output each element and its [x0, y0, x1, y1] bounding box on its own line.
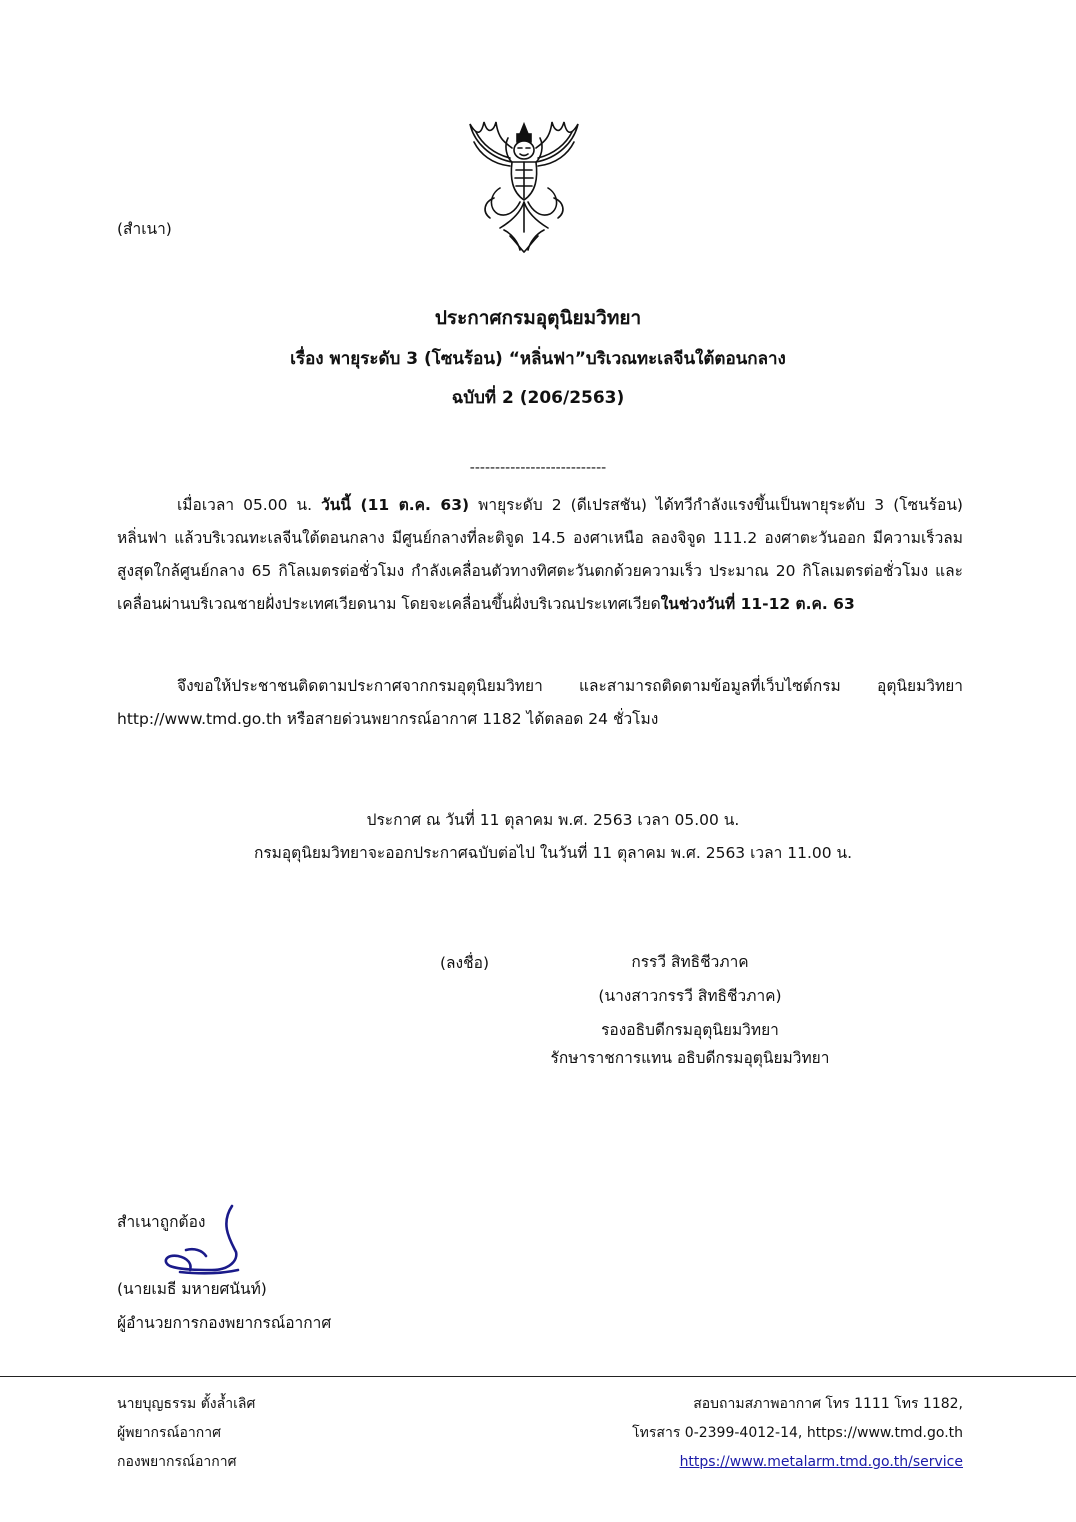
copy-tag: (สำเนา): [117, 220, 172, 238]
forecaster-division: กองพยากรณ์อากาศ: [117, 1454, 237, 1470]
footer-contact: [600, 1390, 963, 1477]
signer-block: [532, 945, 848, 1075]
next-announcement: กรมอุตุนิยมวิทยาจะออกประกาศฉบับต่อไป ในวันที่ 11 ตุลาคม พ.ศ. 2563 เวลา 11.00 น.: [253, 844, 853, 862]
advice-paragraph: [117, 670, 963, 736]
signer-full-name: (นางสาวกรรวี สิทธิชีวภาค): [598, 987, 782, 1005]
certifier-name: (นายเมธี มหายศนันท์): [117, 1280, 267, 1298]
paragraph-bold-period: ในช่วงวันที่ 11-12 ต.ค. 63: [660, 595, 855, 613]
paragraph-text: เมื่อเวลา 05.00 น.: [177, 496, 322, 514]
certifier-position: ผู้อำนวยการกองพยากรณ์อากาศ: [117, 1314, 332, 1332]
service-link[interactable]: https://www.metalarm.tmd.go.th/service: [679, 1454, 963, 1470]
footer-forecaster: [117, 1390, 255, 1477]
separator-line: ---------------------------: [469, 460, 607, 476]
storm-report-paragraph: [117, 489, 963, 621]
certified-copy-label: สำเนาถูกต้อง: [117, 1213, 206, 1231]
forecaster-name: นายบุญธรรม ตั้งล้ำเลิศ: [117, 1396, 256, 1412]
paragraph-text: พายุระดับ 2 (ดีเปรสชัน) ได้ทวีกำลังแรงขึ้นเป็นพายุระดับ 3 (โซนร้อน) หลิ่นฟา แล้วบริเวณทะเลจีนใต้ตอนกลาง มีศูนย์กลางที่ละติจูด 14.5 องศาเหนือ ลองจิจูด 111.2 องศาตะวันออก มีความเร็วลมสูงสุดใกล้ศูนย์กลาง 65 กิโลเมตรต่อชั่วโมง กำลังเคลื่อนตัวทางทิศตะวันตกด้วยความเร็ว ประมาณ 20 กิโลเมตรต่อชั่วโมง และเคลื่อนผ่านบริเวณชายฝั่งประเทศเวียดนาม โดยจะเคลื่อนขึ้นฝั่งบริเวณประเทศเวียด: [117, 496, 963, 613]
forecaster-title: ผู้พยากรณ์อากาศ: [117, 1425, 221, 1441]
announcement-subject: เรื่อง พายุระดับ 3 (โซนร้อน) “หลิ่นฟา”บริเวณทะเลจีนใต้ตอนกลาง: [290, 349, 786, 369]
announcement-number: ฉบับที่ 2 (206/2563): [451, 388, 625, 408]
contact-fax-website: โทรสาร 0-2399-4012-14, https://www.tmd.go.th: [632, 1425, 963, 1441]
handwritten-signature-icon: [140, 1200, 250, 1280]
contact-phone: สอบถามสภาพอากาศ โทร 1111 โทร 1182,: [693, 1396, 963, 1412]
paragraph-text: จึงขอให้ประชาชนติดตามประกาศจากกรมอุตุนิยมวิทยา และสามารถติดตามข้อมูลที่เว็บไซต์กรม อุตุนิยมวิทยา http://www.tmd.go.th หรือสายด่วนพยากรณ์อากาศ 1182 ได้ตลอด 24 ชั่วโมง: [117, 677, 963, 728]
signer-name: กรรวี สิทธิชีวภาค: [631, 953, 749, 971]
announcement-date-block: [0, 804, 1076, 870]
footer-divider: [0, 1376, 1076, 1377]
announcement-date: ประกาศ ณ วันที่ 11 ตุลาคม พ.ศ. 2563 เวลา 05.00 น.: [366, 811, 740, 829]
signer-acting-position: รักษาราชการแทน อธิบดีกรมอุตุนิยมวิทยา: [550, 1049, 830, 1067]
signer-position: รองอธิบดีกรมอุตุนิยมวิทยา: [601, 1021, 779, 1039]
paragraph-bold-date: วันนี้ (11 ต.ค. 63): [321, 496, 470, 514]
garuda-emblem-icon: [460, 118, 588, 256]
signature-label: (ลงชื่อ): [440, 954, 489, 972]
announcement-title: ประกาศกรมอุตุนิยมวิทยา: [434, 307, 642, 329]
